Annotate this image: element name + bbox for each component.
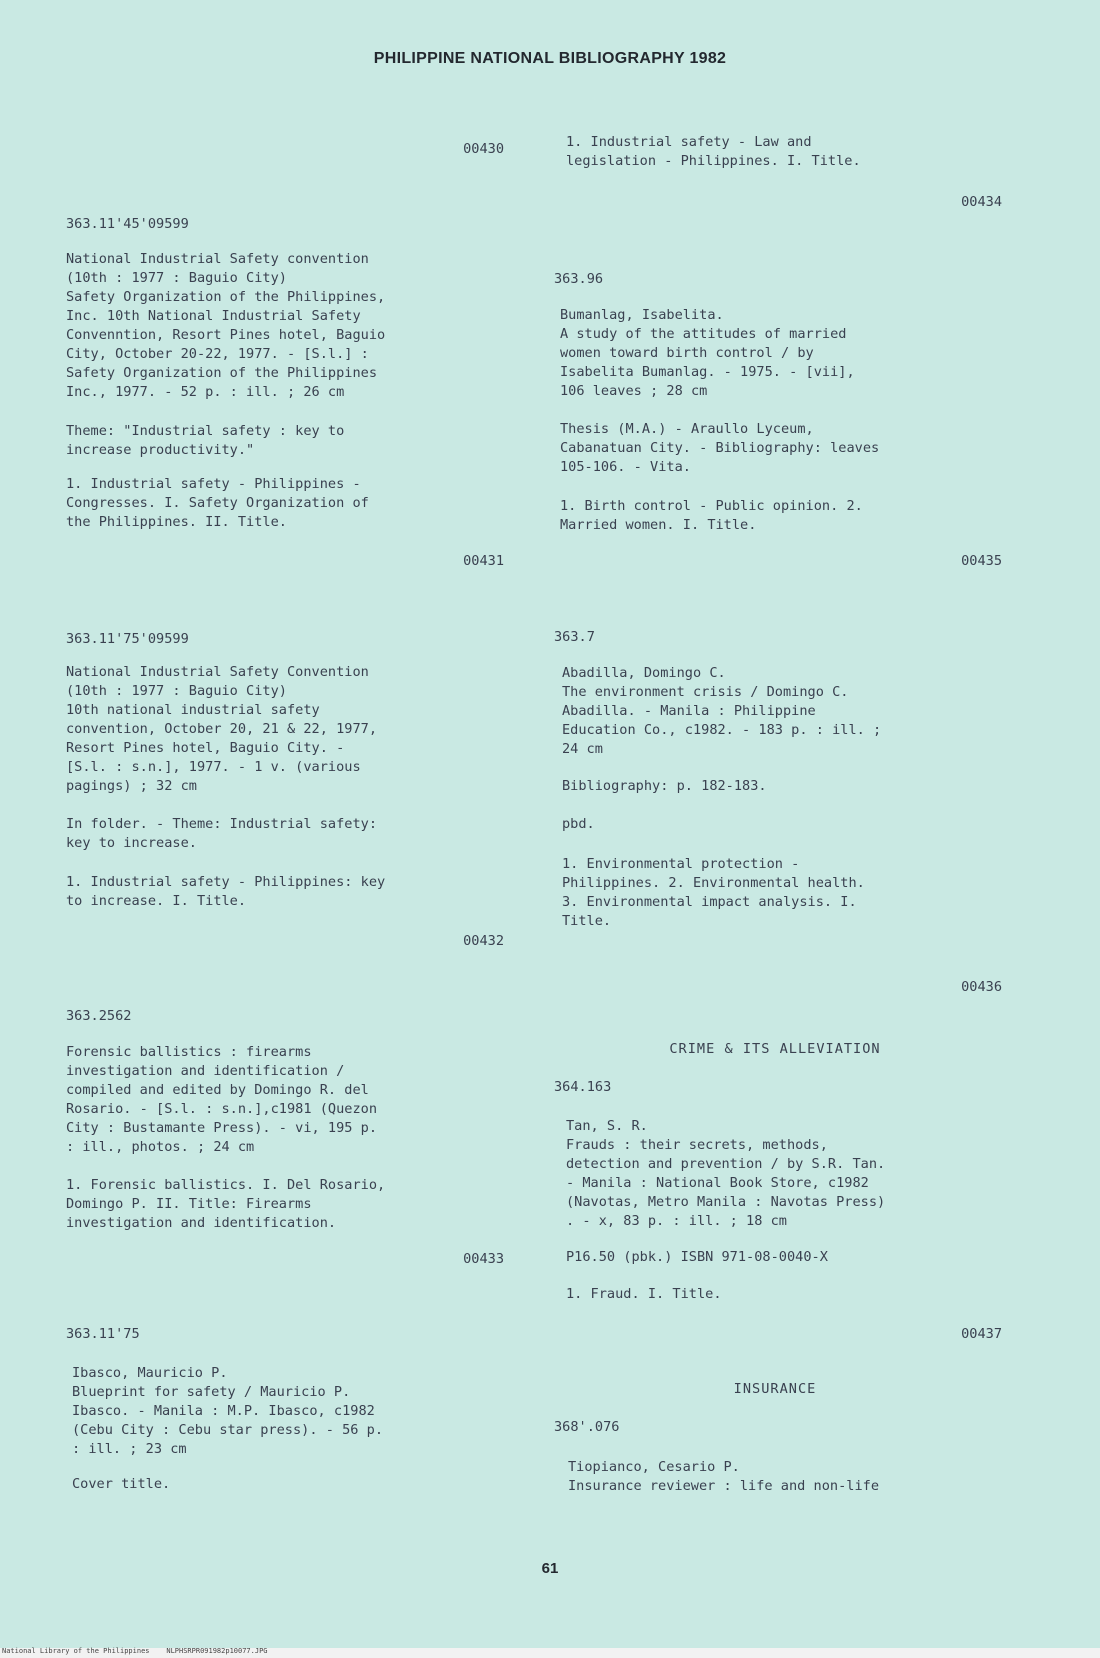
text-line: Theme: "Industrial safety : key to bbox=[66, 423, 345, 439]
text-line: City : Bustamante Press). - vi, 195 p. bbox=[66, 1120, 377, 1136]
text-line: 106 leaves ; 28 cm bbox=[560, 383, 708, 399]
call-number: 363.11'45'09599 bbox=[66, 216, 189, 232]
text-line: Resort Pines hotel, Baguio City. - bbox=[66, 740, 345, 756]
entry-body bbox=[566, 1117, 885, 1231]
section-heading: INSURANCE bbox=[733, 1381, 817, 1397]
text-line: (10th : 1977 : Baguio City) bbox=[66, 270, 287, 286]
text-line: Domingo P. II. Title: Firearms bbox=[66, 1196, 312, 1212]
text-line: 24 cm bbox=[562, 741, 603, 757]
text-line: pbd. bbox=[562, 816, 595, 832]
text-line: Bibliography: p. 182-183. bbox=[562, 778, 767, 794]
entry-note bbox=[562, 815, 595, 834]
section-heading: CRIME & ITS ALLEVIATION bbox=[669, 1041, 881, 1057]
text-line: Bumanlag, Isabelita. bbox=[560, 307, 724, 323]
text-line: : ill., photos. ; 24 cm bbox=[66, 1139, 255, 1155]
entry-note bbox=[560, 420, 879, 477]
entry-note bbox=[66, 815, 377, 853]
call-number: 368'.076 bbox=[554, 1419, 620, 1435]
text-line: 1. Birth control - Public opinion. 2. bbox=[560, 498, 863, 514]
text-line: Isabelita Bumanlag. - 1975. - [vii], bbox=[560, 364, 855, 380]
text-line: The environment crisis / Domingo C. bbox=[562, 684, 849, 700]
text-line: . - x, 83 p. : ill. ; 18 cm bbox=[566, 1213, 787, 1229]
entry-subjects bbox=[66, 873, 385, 911]
text-line: (Navotas, Metro Manila : Navotas Press) bbox=[566, 1194, 886, 1210]
text-line: (10th : 1977 : Baguio City) bbox=[66, 683, 287, 699]
entry-body bbox=[560, 306, 855, 401]
text-line: Ibasco, Mauricio P. bbox=[72, 1365, 228, 1381]
entry-note bbox=[562, 777, 767, 796]
text-line: Inc. 10th National Industrial Safety bbox=[66, 308, 361, 324]
entry-note bbox=[566, 1248, 828, 1267]
text-line: - Manila : National Book Store, c1982 bbox=[566, 1175, 869, 1191]
text-line: Tan, S. R. bbox=[566, 1118, 648, 1134]
call-number: 364.163 bbox=[554, 1079, 612, 1095]
entry-body bbox=[568, 1458, 879, 1496]
text-line: legislation - Philippines. I. Title. bbox=[566, 153, 861, 169]
text-line: 1. Forensic ballistics. I. Del Rosario, bbox=[66, 1177, 386, 1193]
text-line: Congresses. I. Safety Organization of bbox=[66, 495, 369, 511]
text-line: : ill. ; 23 cm bbox=[72, 1441, 187, 1457]
text-line: increase productivity." bbox=[66, 442, 255, 458]
text-line: Tiopianco, Cesario P. bbox=[568, 1459, 740, 1475]
text-line: Abadilla, Domingo C. bbox=[562, 665, 726, 681]
text-line: Abadilla. - Manila : Philippine bbox=[562, 703, 816, 719]
text-line: Rosario. - [S.l. : s.n.],c1981 (Quezon bbox=[66, 1101, 377, 1117]
call-number: 363.96 bbox=[554, 271, 604, 287]
entry-body bbox=[66, 250, 385, 402]
text-line: Safety Organization of the Philippines bbox=[66, 365, 377, 381]
text-line: pagings) ; 32 cm bbox=[66, 778, 197, 794]
text-line: convention, October 20, 21 & 22, 1977, bbox=[66, 721, 377, 737]
call-number: 363.11'75'09599 bbox=[66, 631, 189, 647]
entry-body bbox=[562, 664, 881, 759]
page-title: PHILIPPINE NATIONAL BIBLIOGRAPHY 1982 bbox=[373, 50, 727, 67]
text-line: Blueprint for safety / Mauricio P. bbox=[72, 1384, 351, 1400]
text-line: Cabanatuan City. - Bibliography: leaves bbox=[560, 440, 880, 456]
text-line: detection and prevention / by S.R. Tan. bbox=[566, 1156, 886, 1172]
text-line: 1. Fraud. I. Title. bbox=[566, 1286, 722, 1302]
text-line: Safety Organization of the Philippines, bbox=[66, 289, 386, 305]
entry-body bbox=[66, 1043, 377, 1157]
text-line: P16.50 (pbk.) ISBN 971-08-0040-X bbox=[566, 1249, 828, 1265]
text-line: key to increase. bbox=[66, 835, 197, 851]
entry-note bbox=[66, 422, 344, 460]
entry-number: 00431 bbox=[463, 553, 504, 569]
call-number: 363.11'75 bbox=[66, 1326, 140, 1342]
text-line: investigation and identification. bbox=[66, 1215, 337, 1231]
text-line: In folder. - Theme: Industrial safety: bbox=[66, 816, 377, 832]
text-line: National Industrial Safety convention bbox=[66, 251, 369, 267]
text-line: City, October 20-22, 1977. - [S.l.] : bbox=[66, 346, 369, 362]
entry-subjects bbox=[66, 475, 369, 532]
text-line: (Cebu City : Cebu star press). - 56 p. bbox=[72, 1422, 383, 1438]
call-number: 363.7 bbox=[554, 629, 595, 645]
text-line: A study of the attitudes of married bbox=[560, 326, 847, 342]
entry-subjects bbox=[560, 497, 863, 535]
text-line: Philippines. 2. Environmental health. bbox=[562, 875, 865, 891]
text-line: 1. Industrial safety - Philippines - bbox=[66, 476, 361, 492]
entry-body bbox=[66, 663, 377, 796]
text-line: Ibasco. - Manila : M.P. Ibasco, c1982 bbox=[72, 1403, 375, 1419]
entry-number: 00436 bbox=[961, 979, 1002, 995]
entry-number: 00437 bbox=[961, 1326, 1002, 1342]
text-line: 1. Industrial safety - Law and bbox=[566, 134, 812, 150]
text-line: Forensic ballistics : firearms bbox=[66, 1044, 312, 1060]
text-line: 10th national industrial safety bbox=[66, 702, 320, 718]
text-line: 1. Industrial safety - Philippines: key bbox=[66, 874, 386, 890]
text-line: Convenntion, Resort Pines hotel, Baguio bbox=[66, 327, 386, 343]
text-line: compiled and edited by Domingo R. del bbox=[66, 1082, 369, 1098]
page-number: 61 bbox=[541, 1560, 559, 1577]
entry-body bbox=[72, 1364, 383, 1459]
text-line: women toward birth control / by bbox=[560, 345, 814, 361]
call-number: 363.2562 bbox=[66, 1008, 132, 1024]
scan-footer: National Library of the Philippines NLPHSRPR091982p10077.JPG bbox=[2, 1647, 268, 1655]
text-line: Cover title. bbox=[72, 1476, 171, 1492]
text-line: Title. bbox=[562, 913, 612, 929]
entry-number: 00430 bbox=[463, 141, 504, 157]
text-line: 1. Environmental protection - bbox=[562, 856, 800, 872]
text-line: [S.l. : s.n.], 1977. - 1 v. (various bbox=[66, 759, 361, 775]
entry-note bbox=[72, 1475, 170, 1494]
text-line: National Industrial Safety Convention bbox=[66, 664, 369, 680]
text-line: Insurance reviewer : life and non-life bbox=[568, 1478, 879, 1494]
text-line: Inc., 1977. - 52 p. : ill. ; 26 cm bbox=[66, 384, 345, 400]
entry-number: 00432 bbox=[463, 933, 504, 949]
text-line: Thesis (M.A.) - Araullo Lyceum, bbox=[560, 421, 814, 437]
text-line: 3. Environmental impact analysis. I. bbox=[562, 894, 857, 910]
text-line: Frauds : their secrets, methods, bbox=[566, 1137, 828, 1153]
entry-subjects bbox=[566, 133, 861, 171]
text-line: Married women. I. Title. bbox=[560, 517, 757, 533]
entry-number: 00433 bbox=[463, 1251, 504, 1267]
text-line: the Philippines. II. Title. bbox=[66, 514, 287, 530]
entry-number: 00435 bbox=[961, 553, 1002, 569]
entry-subjects bbox=[566, 1285, 722, 1304]
text-line: Education Co., c1982. - 183 p. : ill. ; bbox=[562, 722, 882, 738]
entry-subjects bbox=[66, 1176, 385, 1233]
text-line: investigation and identification / bbox=[66, 1063, 345, 1079]
entry-number: 00434 bbox=[961, 194, 1002, 210]
text-line: to increase. I. Title. bbox=[66, 893, 247, 909]
entry-subjects bbox=[562, 855, 865, 931]
text-line: 105-106. - Vita. bbox=[560, 459, 691, 475]
